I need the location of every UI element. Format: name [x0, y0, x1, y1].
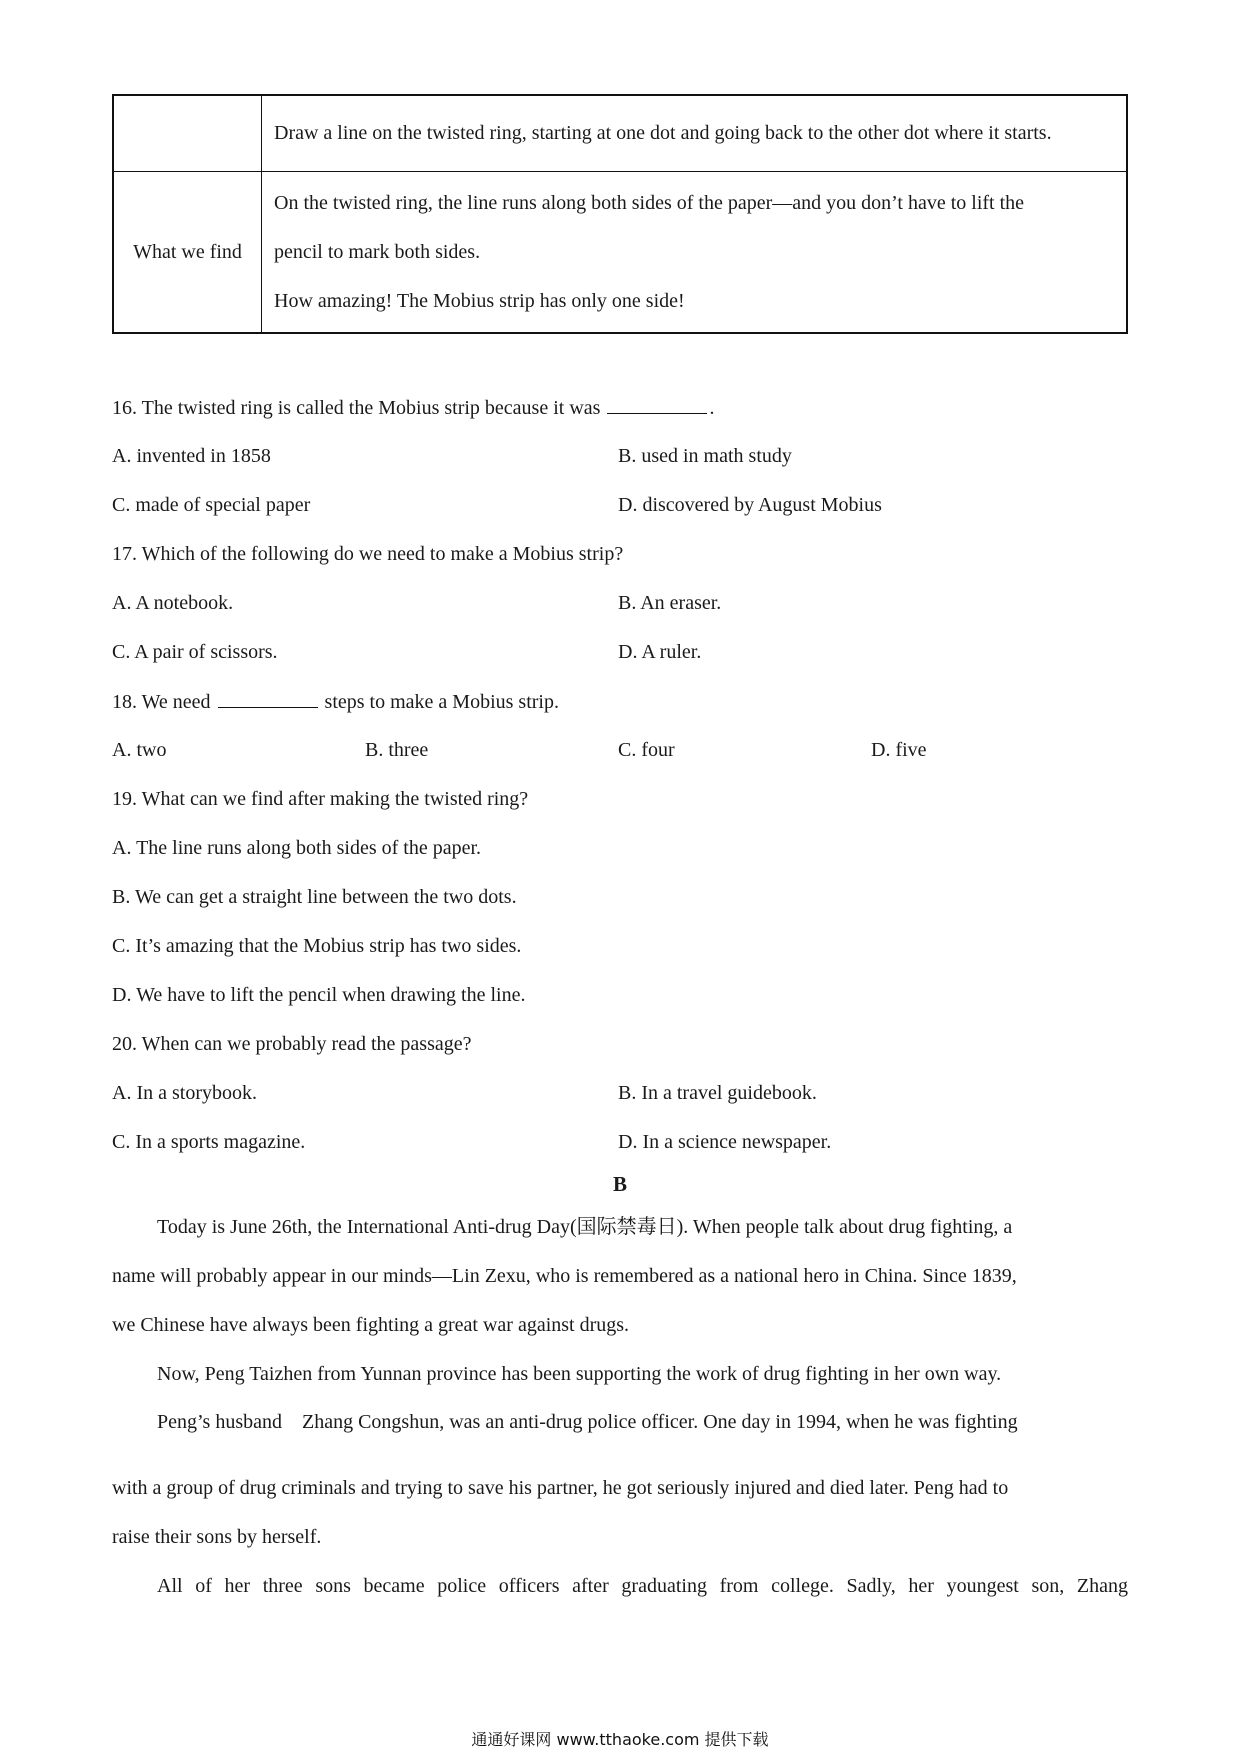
question-stem: 19. What can we find after making the twisted ring? — [112, 788, 529, 810]
section-heading: B — [612, 1172, 627, 1196]
answer-option: B. three — [365, 739, 429, 761]
table-cell-text: Draw a line on the twisted ring, starting at one dot and going back to the other dot where it starts. — [274, 122, 1052, 144]
table-row — [113, 95, 1127, 172]
question-text: . — [709, 397, 715, 419]
answer-option: B. used in math study — [618, 445, 792, 467]
answer-option: C. made of special paper — [112, 494, 311, 516]
answer-option: C. In a sports magazine. — [112, 1131, 306, 1153]
table-row-content — [262, 95, 1128, 172]
paragraph-line: Now, Peng Taizhen from Yunnan province has been supporting the work of drug fighting in her own way. — [157, 1363, 1002, 1385]
answer-option: B. We can get a straight line between the two dots. — [112, 886, 517, 908]
paragraph-line: we Chinese have always been fighting a great war against drugs. — [112, 1314, 630, 1336]
table-row — [113, 172, 1127, 334]
question-text: steps to make a Mobius strip. — [324, 691, 559, 713]
answer-option: A. invented in 1858 — [112, 445, 271, 467]
paragraph-line: raise their sons by herself. — [112, 1526, 322, 1548]
table-row-content — [262, 172, 1128, 334]
paragraph-line: name will probably appear in our minds—Lin Zexu, who is remembered as a national hero in China. Since 1839, — [112, 1265, 1017, 1287]
table-row-label — [113, 95, 262, 172]
question-stem: 17. Which of the following do we need to make a Mobius strip? — [112, 543, 624, 565]
question-stem — [112, 687, 559, 716]
table-cell-text: How amazing! The Mobius strip has only one side! — [274, 289, 685, 312]
answer-option: D. We have to lift the pencil when drawing the line. — [112, 984, 526, 1006]
answer-option: B. An eraser. — [618, 592, 722, 614]
table-cell-text: On the twisted ring, the line runs along both sides of the paper—and you don’t have to lift the — [274, 191, 1025, 214]
answer-option: D. five — [871, 739, 927, 761]
experiment-table — [112, 94, 1128, 334]
answer-blank — [218, 687, 318, 708]
paragraph-line: with a group of drug criminals and trying to save his partner, he got seriously injured and died later. Peng had to — [112, 1477, 1009, 1499]
paragraph-line: Peng’s husband Zhang Congshun, was an anti-drug police officer. One day in 1994, when he was fighting — [157, 1411, 1018, 1433]
answer-option: A. two — [112, 739, 167, 761]
answer-option: C. It’s amazing that the Mobius strip has two sides. — [112, 935, 522, 957]
answer-option: D. A ruler. — [618, 641, 702, 663]
paragraph-line: Today is June 26th, the International Anti-drug Day(国际禁毒日). When people talk about drug fighting, a — [157, 1216, 1013, 1238]
answer-option: D. In a science newspaper. — [618, 1131, 832, 1153]
answer-option: B. In a travel guidebook. — [618, 1082, 817, 1104]
page-footer: 通通好课网 www.tthaoke.com 提供下载 — [471, 1730, 769, 1749]
paragraph-line: All of her three sons became police officers after graduating from college. Sadly, her youngest son, Zhang — [157, 1575, 1128, 1597]
answer-option: A. The line runs along both sides of the paper. — [112, 837, 482, 859]
question-stem: 20. When can we probably read the passage? — [112, 1033, 472, 1055]
answer-option: D. discovered by August Mobius — [618, 494, 882, 516]
question-text: 16. The twisted ring is called the Mobius strip because it was — [112, 397, 601, 419]
table-cell-text: pencil to mark both sides. — [274, 240, 481, 263]
answer-option: C. A pair of scissors. — [112, 641, 278, 663]
answer-option: C. four — [618, 739, 675, 761]
table-row-label: What we find — [113, 172, 262, 334]
answer-option: A. A notebook. — [112, 592, 234, 614]
question-stem — [112, 393, 714, 422]
answer-option: A. In a storybook. — [112, 1082, 257, 1104]
question-text: 18. We need — [112, 691, 211, 713]
answer-blank — [607, 393, 707, 414]
